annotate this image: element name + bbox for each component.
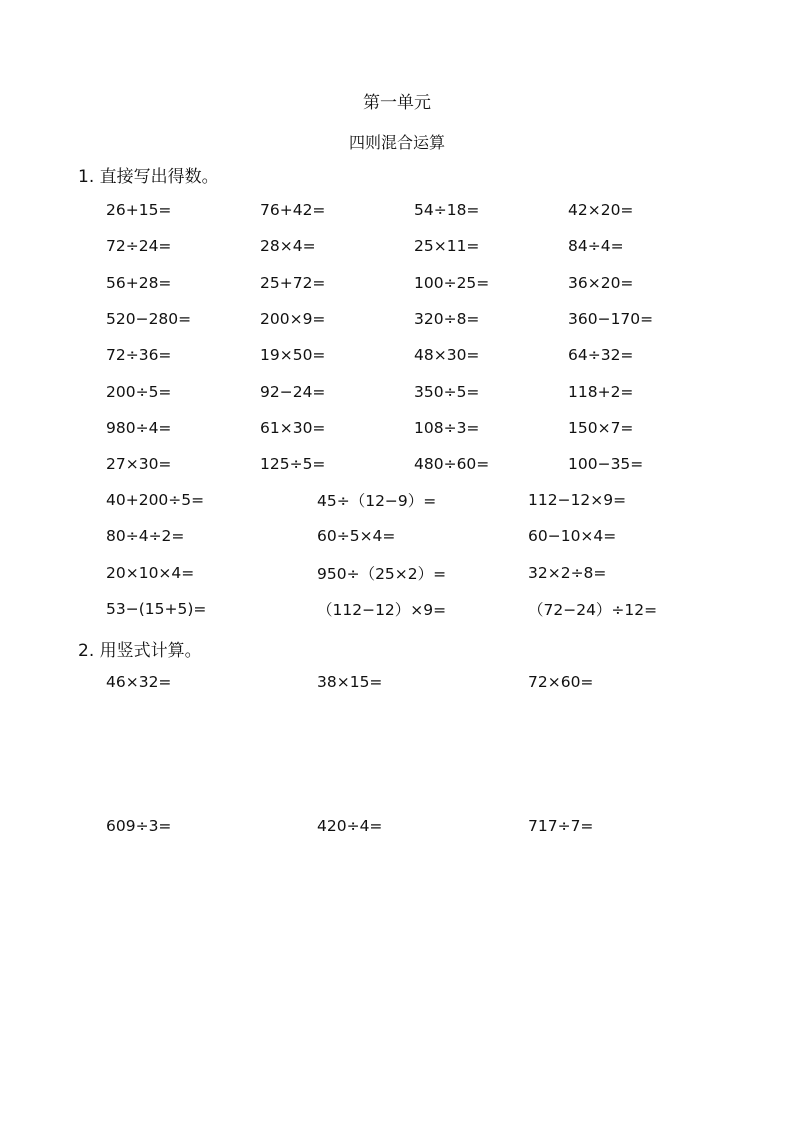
problem: 118+2= [568,382,634,401]
problem: 200×9= [260,310,326,329]
problem: 108÷3= [414,418,480,437]
section2-heading: 2. 用竖式计算。 [78,641,202,661]
problem-row [106,228,726,264]
problem: 40+200÷5= [106,491,205,510]
problem: 112−12×9= [528,491,627,510]
problem: 150×7= [568,418,634,437]
problem: 42×20= [568,201,634,220]
problem-row [106,591,726,627]
problem: 100÷25= [414,273,490,292]
problem: 100−35= [568,455,644,474]
problem: 32×2÷8= [528,563,607,582]
section1-heading: 1. 直接写出得数。 [78,167,219,187]
problem: 520−280= [106,310,192,329]
problem: 26+15= [106,201,172,220]
problem: 20×10×4= [106,563,195,582]
problem-row [106,265,726,301]
problem: 27×30= [106,455,172,474]
page-title: 第一单元 [363,93,431,113]
problem: 980÷4= [106,418,172,437]
problem: 19×50= [260,346,326,365]
problem: 320÷8= [414,310,480,329]
problem: 53−(15+5)= [106,600,207,619]
problem: 420÷4= [317,817,383,835]
problem: 38×15= [317,673,383,691]
problem: 480÷60= [414,455,490,474]
problem: 25+72= [260,273,326,292]
problem: 717÷7= [528,817,594,835]
problem: 72÷36= [106,346,172,365]
problem: 46×32= [106,673,172,691]
problem: 125÷5= [260,455,326,474]
vertical-problems-row-1 [106,673,726,691]
problem-row [106,373,726,409]
problem: 72×60= [528,673,594,691]
problem: 54÷18= [414,201,480,220]
problem: 60÷5×4= [317,527,396,546]
vertical-problems-row-2 [106,817,726,835]
page-subtitle: 四则混合运算 [348,133,445,152]
problem-row [106,410,726,446]
problem: 200÷5= [106,382,172,401]
problem: 36×20= [568,273,634,292]
problem-row [106,518,726,554]
problem: 609÷3= [106,817,172,835]
problem: 84÷4= [568,237,624,256]
problem: 72÷24= [106,237,172,256]
problem-row [106,337,726,373]
problem: 80÷4÷2= [106,527,185,546]
simple-problems-grid [106,192,726,482]
problem: （72−24）÷12= [528,601,658,620]
problem: 45÷（12−9）= [317,492,437,511]
mixed-problems-grid [106,482,726,627]
problem: 25×11= [414,237,480,256]
problem: （112−12）×9= [317,601,447,620]
problem-row [106,446,726,482]
problem: 64÷32= [568,346,634,365]
problem-row [106,301,726,337]
problem: 28×4= [260,237,316,256]
problem: 350÷5= [414,382,480,401]
problem: 60−10×4= [528,527,617,546]
problem: 76+42= [260,201,326,220]
problem: 61×30= [260,418,326,437]
problem: 56+28= [106,273,172,292]
problem-row [106,555,726,591]
problem: 92−24= [260,382,326,401]
problem: 950÷（25×2）= [317,564,447,583]
problem-row [106,192,726,228]
problem: 48×30= [414,346,480,365]
problem-row [106,482,726,518]
problem: 360−170= [568,310,654,329]
